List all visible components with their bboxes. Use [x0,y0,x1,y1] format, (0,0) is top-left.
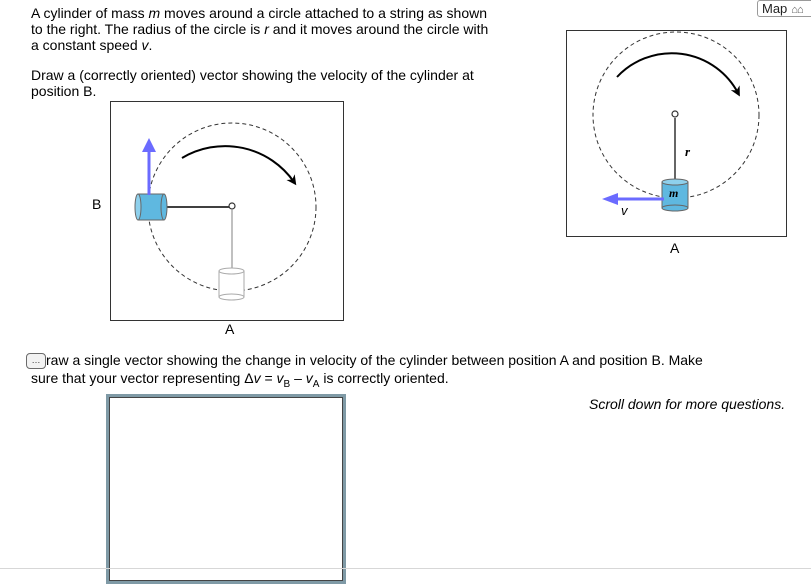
mass-label: m [669,186,679,200]
pivot-point [229,203,235,209]
velocity-label: v [621,203,628,218]
position-a-label-right: A [670,240,680,256]
position-b-label: B [92,196,102,212]
position-a-label-left: A [225,321,235,337]
map-label: Map [762,1,788,16]
reference-diagram [560,25,795,245]
divider [0,568,811,569]
question-2-line-2: sure that your vector representing $\Delta v = v_B - v_A$ is correctly oriented. [31,370,449,390]
map-icon: ⌂⌂ [791,4,803,16]
comment-icon[interactable]: … [26,353,46,369]
velocity-drawing-canvas[interactable] [80,100,350,340]
scroll-note: Scroll down for more questions. [589,396,786,412]
cylinder-at-b[interactable] [135,194,167,220]
intro-paragraph: A cylinder of mass m moves around a circle attached to a string as shown to the right. The radius of the circle is r and it moves around the circle with a constant speed v. [31,5,489,53]
question-1-text: Draw a (correctly oriented) vector showing the velocity of the cylinder at position B. [31,67,474,99]
pivot-right [672,111,678,117]
delta-v-drawing-area[interactable] [106,394,346,584]
question-2-line-1: raw a single vector showing the change in velocity of the cylinder between position A and position B. Make [46,352,703,368]
map-button[interactable] [757,0,811,17]
ghost-cylinder-a [219,268,244,300]
radius-label: r [685,144,691,159]
